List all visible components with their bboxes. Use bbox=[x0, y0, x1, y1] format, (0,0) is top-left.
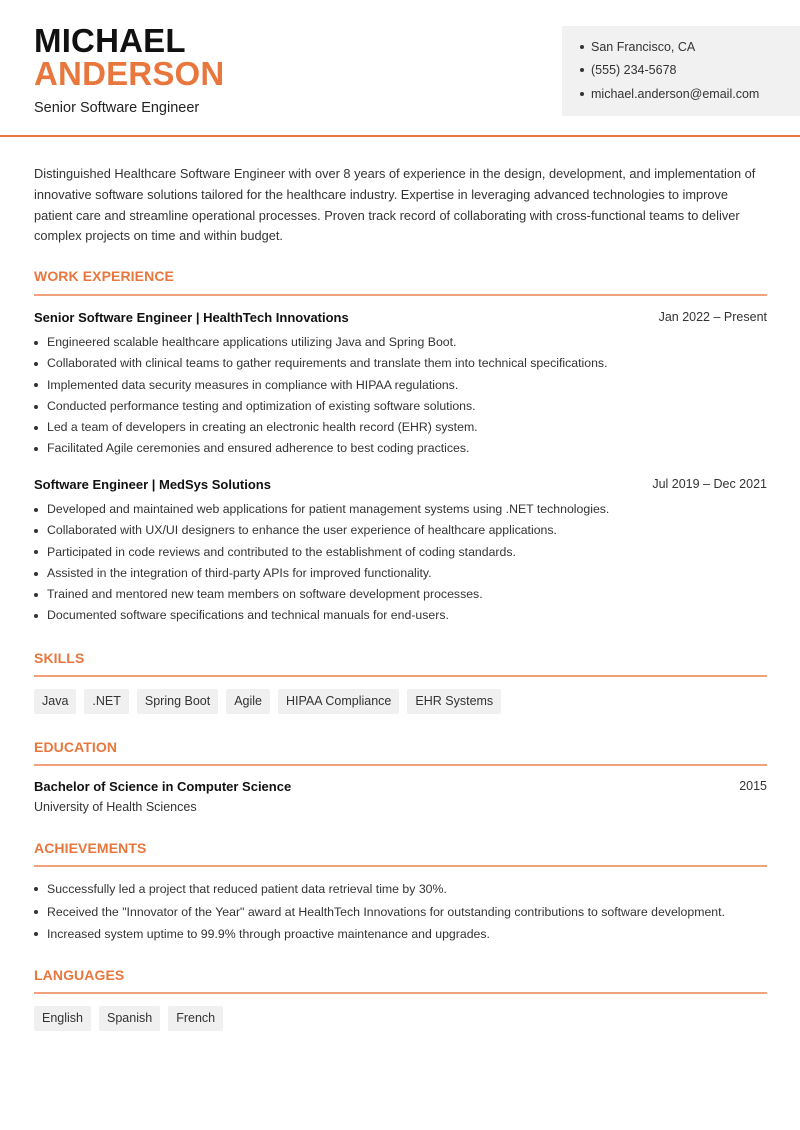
language-tag: English bbox=[34, 1006, 91, 1031]
section-title-languages: LANGUAGES bbox=[34, 967, 125, 983]
email-text[interactable]: michael.anderson@email.com bbox=[591, 87, 760, 101]
language-tag: French bbox=[168, 1006, 223, 1031]
bullet-text: Led a team of developers in creating an electronic health record (EHR) system. bbox=[47, 420, 478, 435]
list-item bbox=[34, 499, 767, 520]
bullet-text: Implemented data security measures in compliance with HIPAA regulations. bbox=[47, 377, 459, 392]
bullet-text: Assisted in the integration of third-party APIs for improved functionality. bbox=[47, 565, 432, 580]
bullet-icon bbox=[34, 550, 38, 554]
job-role: Software Engineer | MedSys Solutions bbox=[34, 477, 271, 492]
bullet-text: Trained and mentored new team members on software development processes. bbox=[47, 587, 483, 602]
section-divider bbox=[34, 992, 767, 994]
list-item bbox=[34, 353, 767, 374]
bullet-icon bbox=[580, 68, 584, 72]
skills-list bbox=[34, 689, 501, 714]
section-divider bbox=[34, 675, 767, 677]
bullet-icon bbox=[34, 614, 38, 618]
bullet-icon bbox=[34, 572, 38, 576]
bullet-text: Conducted performance testing and optimization of existing software solutions. bbox=[47, 398, 476, 413]
languages-list bbox=[34, 1006, 223, 1031]
location-text: San Francisco, CA bbox=[591, 40, 696, 54]
bullet-icon bbox=[34, 910, 38, 914]
list-item bbox=[34, 438, 767, 459]
bullet-text: Facilitated Agile ceremonies and ensured adherence to best coding practices. bbox=[47, 441, 470, 456]
last-name: ANDERSON bbox=[34, 55, 225, 92]
contact-email[interactable] bbox=[580, 87, 759, 101]
job-dates: Jul 2019 – Dec 2021 bbox=[652, 477, 767, 491]
bullet-icon bbox=[34, 529, 38, 533]
job-role: Senior Software Engineer | HealthTech Innovations bbox=[34, 310, 349, 325]
job-title: Senior Software Engineer bbox=[34, 100, 200, 116]
list-item bbox=[34, 417, 767, 438]
resume-header bbox=[0, 0, 800, 137]
list-item bbox=[34, 542, 767, 563]
skill-tag: Spring Boot bbox=[137, 689, 218, 714]
job-bullets bbox=[34, 499, 767, 627]
bullet-icon bbox=[34, 383, 38, 387]
achievement-text: Received the "Innovator of the Year" award at HealthTech Innovations for outstanding contributions to software development. bbox=[47, 904, 725, 919]
bullet-icon bbox=[34, 887, 38, 891]
graduation-year: 2015 bbox=[739, 779, 767, 793]
bullet-icon bbox=[34, 405, 38, 409]
section-divider bbox=[34, 865, 767, 867]
achievement-text: Increased system uptime to 99.9% through proactive maintenance and upgrades. bbox=[47, 927, 490, 941]
list-item bbox=[34, 375, 767, 396]
job-header bbox=[34, 310, 767, 325]
contact-location bbox=[580, 40, 695, 54]
skill-tag: HIPAA Compliance bbox=[278, 689, 399, 714]
contact-phone bbox=[580, 63, 676, 77]
bullet-icon bbox=[34, 426, 38, 430]
list-item bbox=[34, 563, 767, 584]
list-item bbox=[34, 878, 767, 901]
first-name: MICHAEL bbox=[34, 22, 186, 59]
skill-tag: EHR Systems bbox=[407, 689, 501, 714]
list-item bbox=[34, 901, 767, 924]
list-item bbox=[34, 605, 767, 626]
skill-tag: Java bbox=[34, 689, 76, 714]
degree: Bachelor of Science in Computer Science bbox=[34, 779, 292, 794]
bullet-text: Collaborated with UX/UI designers to enhance the user experience of healthcare applications. bbox=[47, 523, 557, 538]
contact-box bbox=[562, 26, 800, 116]
job-header bbox=[34, 477, 767, 492]
bullet-icon bbox=[580, 92, 584, 96]
list-item bbox=[34, 923, 767, 946]
achievement-text: Successfully led a project that reduced patient data retrieval time by 30%. bbox=[47, 882, 447, 896]
list-item bbox=[34, 396, 767, 417]
bullet-icon bbox=[34, 932, 38, 936]
skill-tag: Agile bbox=[226, 689, 270, 714]
bullet-icon bbox=[580, 45, 584, 49]
bullet-icon bbox=[34, 341, 38, 345]
section-title-work: WORK EXPERIENCE bbox=[34, 268, 174, 284]
section-divider bbox=[34, 764, 767, 766]
bullet-icon bbox=[34, 508, 38, 512]
section-divider bbox=[34, 294, 767, 296]
phone-text: (555) 234-5678 bbox=[591, 63, 677, 77]
list-item bbox=[34, 332, 767, 353]
language-tag: Spanish bbox=[99, 1006, 160, 1031]
bullet-text: Developed and maintained web applications for patient management systems using .NET technologies. bbox=[47, 502, 610, 516]
section-title-education: EDUCATION bbox=[34, 739, 118, 755]
bullet-icon bbox=[34, 447, 38, 451]
professional-summary: Distinguished Healthcare Software Engineer with over 8 years of experience in the design, development, and implementation of innovative software solutions tailored for the healthcare industry. Expertise in leveraging advanced technologies to improve patient care and streamline operational processes. Proven track record of collaborating with cross-functional teams to deliver complex projects on time and within budget. bbox=[34, 166, 756, 244]
job-bullets bbox=[34, 332, 767, 460]
achievements-list bbox=[34, 878, 767, 946]
list-item bbox=[34, 584, 767, 605]
section-title-achievements: ACHIEVEMENTS bbox=[34, 840, 147, 856]
bullet-icon bbox=[34, 593, 38, 597]
bullet-text: Engineered scalable healthcare applications utilizing Java and Spring Boot. bbox=[47, 335, 457, 349]
bullet-text: Participated in code reviews and contributed to the establishment of coding standards. bbox=[47, 544, 516, 559]
bullet-icon bbox=[34, 362, 38, 366]
education-header bbox=[34, 779, 767, 794]
section-title-skills: SKILLS bbox=[34, 650, 85, 666]
bullet-text: Collaborated with clinical teams to gather requirements and translate them into technical specifications. bbox=[47, 356, 608, 371]
school-name: University of Health Sciences bbox=[34, 800, 197, 814]
bullet-text: Documented software specifications and technical manuals for end-users. bbox=[47, 608, 449, 623]
job-dates: Jan 2022 – Present bbox=[658, 310, 767, 324]
skill-tag: .NET bbox=[84, 689, 128, 714]
list-item bbox=[34, 520, 767, 541]
